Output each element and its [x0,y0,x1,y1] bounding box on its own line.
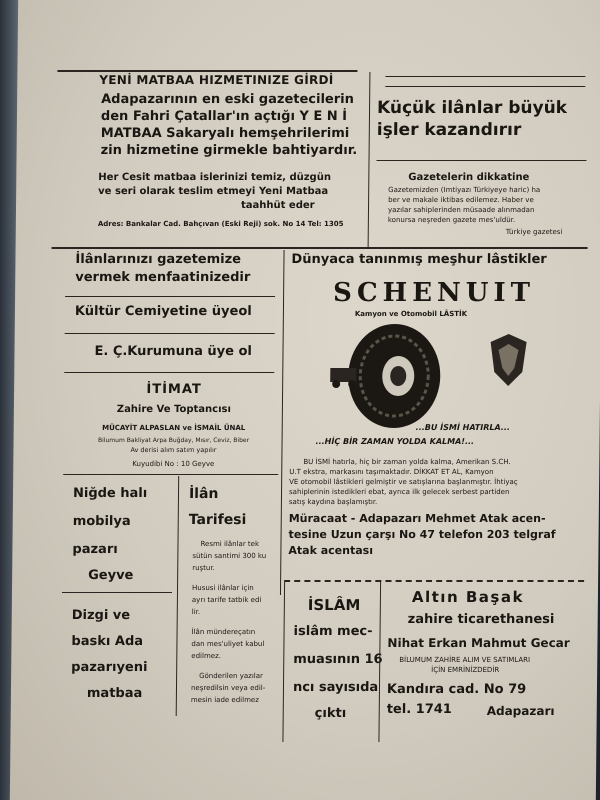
schenuit-body-5: satış kaydına başlamıştır. [288,498,378,506]
altin-city: Adapazarı [486,704,555,718]
matbaa-sub-2: ve seri olarak teslim etmeyi Yeni Matbaa [98,186,329,197]
altin-address: Kandıra cad. No 79 [386,682,527,697]
islam-line-2: muasının 16 [293,652,383,667]
matbaa-body-1: Adapazarının en eski gazetecilerin [101,92,354,107]
islam-line-4: çıktı [314,706,347,721]
matbaa-body-2: den Fahri Çatallar'ın açtığı Y E N İ [100,109,348,124]
kucuk-line-2: işler kazandırır [376,120,522,140]
ilan-line-10: Gönderilen yazılar [199,672,263,680]
schenuit-body-4: sahiplerinin istedikleri ebat, ayrıca ilk gelecek serbest partiden [288,488,510,496]
ilan-line-12: mesin iade edilmez [190,696,259,704]
ilan-line-8: dan mes'uliyet kabul [191,640,265,648]
matbaa-title: YENİ MATBAA HIZMETINIZE GİRDİ [99,73,334,87]
itimat-names: MÜCAYİT ALPASLAN ve İSMAİL ÜNAL [102,424,246,432]
matbaa-address: Adres: Bankalar Cad. Bahçıvan (Eski Reji) sok. No 14 Tel: 1305 [97,220,344,228]
ilan-title-1: İlân [188,486,219,502]
ilan-line-4: Hususi ilânlar için [191,584,254,592]
newspaper-page [10,0,600,800]
schenuit-brand: SCHENUIT [332,278,536,308]
altin-tel: tel. 1741 [386,702,452,717]
brand-emblem [486,330,531,390]
kucuk-line-1: Küçük ilânlar büyük [376,98,568,118]
altin-sub: zahire ticarethanesi [407,612,555,627]
islam-title: İSLÂM [307,596,361,614]
schenuit-body-1: BU İSMİ hatırla, hiç bir zaman yolda kalma, Amerikan S.CH. [303,458,511,466]
altin-line-1: BİLUMUM ZAHİRE ALIM VE SATIMLARI [399,656,531,664]
islam-line-1: islâm mec- [293,624,373,639]
gazeteler-sign: Türkiye gazetesi [505,228,563,236]
ilan-line-3: ruştur. [192,564,215,572]
altin-title: Altın Başak [411,588,525,606]
nigde-line-1: Niğde halı [72,486,148,501]
matbaa-body-3: MATBAA Sakaryalı hemşehrilerimi [100,126,350,141]
ilanlariniz-line-2: vermek menfaatinizedir [75,270,251,285]
gazeteler-line-2: ber ve makale iktibas edilemez. Haber ve [388,196,534,204]
schenuit-body-3: VE otomobil lâstikleri gelmiştir ve satışlarına başlanmıştır. İhtiyaç [289,478,518,486]
itimat-address: Kuyudibi No : 10 Geyve [132,460,215,468]
ecurum-text: E. Ç.Kurumuna üye ol [94,344,252,359]
ilan-line-2: sütün santimi 300 ku [192,552,267,560]
nigde-line-3: pazarı [72,542,118,557]
altin-line-2: İÇİN EMRİNİZDEDİR [431,666,500,674]
schenuit-contact-2: tesine Uzun çarşı No 47 telefon 203 telgraf [288,528,556,541]
dizgi-line-1: Dizgi ve [71,608,131,623]
schenuit-slogan-2: ...HİÇ BİR ZAMAN YOLDA KALMA!... [315,437,475,446]
itimat-sub: Zahire Ve Toptancısı [116,404,232,415]
itimat-line-2: Av derisi alım satım yapılır [130,446,217,454]
gazeteler-line-4: konursa neşreden gazete mes'uldür. [387,216,516,224]
schenuit-contact-3: Atak acentası [288,544,374,557]
ilan-line-1: Resmi ilânlar tek [200,540,260,548]
dizgi-line-3: pazarıyeni [71,660,148,675]
itimat-title: İTİMAT [146,382,202,397]
schenuit-brand-sub: Kamyon ve Otomobil LÂSTİK [354,310,468,318]
schenuit-body-2: U.T ekstra, markasını taşımaktadır. DİKKAT ET AL, Kamyon [289,468,494,476]
ilan-line-7: İlân mündereçatın [191,628,256,636]
gazeteler-title: Gazetelerin dikkatine [408,172,530,183]
ilan-line-11: neşredilsin veya edil- [190,684,266,692]
ilan-line-5: ayrı tarife tatbik edi [191,596,262,604]
matbaa-body-4: zin hizmetine girmekle bahtiyardır. [100,143,358,158]
matbaa-sub-1: Her Cesit matbaa islerinizi temiz, düzgün [98,172,332,183]
schenuit-slogan-1: ...BU İSMİ HATIRLA... [415,423,510,432]
gazeteler-line-1: Gazetemizden (Imtiyazı Türkiyeye haric) ha [388,186,541,194]
gazeteler-line-3: yazılar sahiplerinden müsaade alınmadan [387,206,535,214]
altin-names: Nihat Erkan Mahmut Gecar [387,636,570,650]
kultur-text: Kültür Cemiyetine üyeol [74,304,252,319]
nigde-line-2: mobilya [72,514,131,529]
schenuit-contact-1: Müracaat - Adapazarı Mehmet Atak acen- [288,512,546,525]
islam-line-3: ncı sayısıda [292,680,379,695]
ilanlariniz-line-1: İlânlarınızı gazetemize [75,252,242,267]
schenuit-headline: Dünyaca tanınmış meşhur lâstikler [291,252,547,267]
itimat-line-1: Bilumum Bakliyat Arpa Buğday, Mısır, Ceviz, Biber [98,437,250,444]
dizgi-line-4: matbaa [86,686,143,701]
dizgi-line-2: baskı Ada [71,634,144,649]
ilan-line-9: edilmez. [191,652,222,660]
nigde-line-4: Geyve [88,568,134,583]
ilan-title-2: Tarifesi [188,512,247,528]
ilan-line-6: lir. [191,608,201,616]
matbaa-sub-3: taahhüt eder [240,200,315,211]
